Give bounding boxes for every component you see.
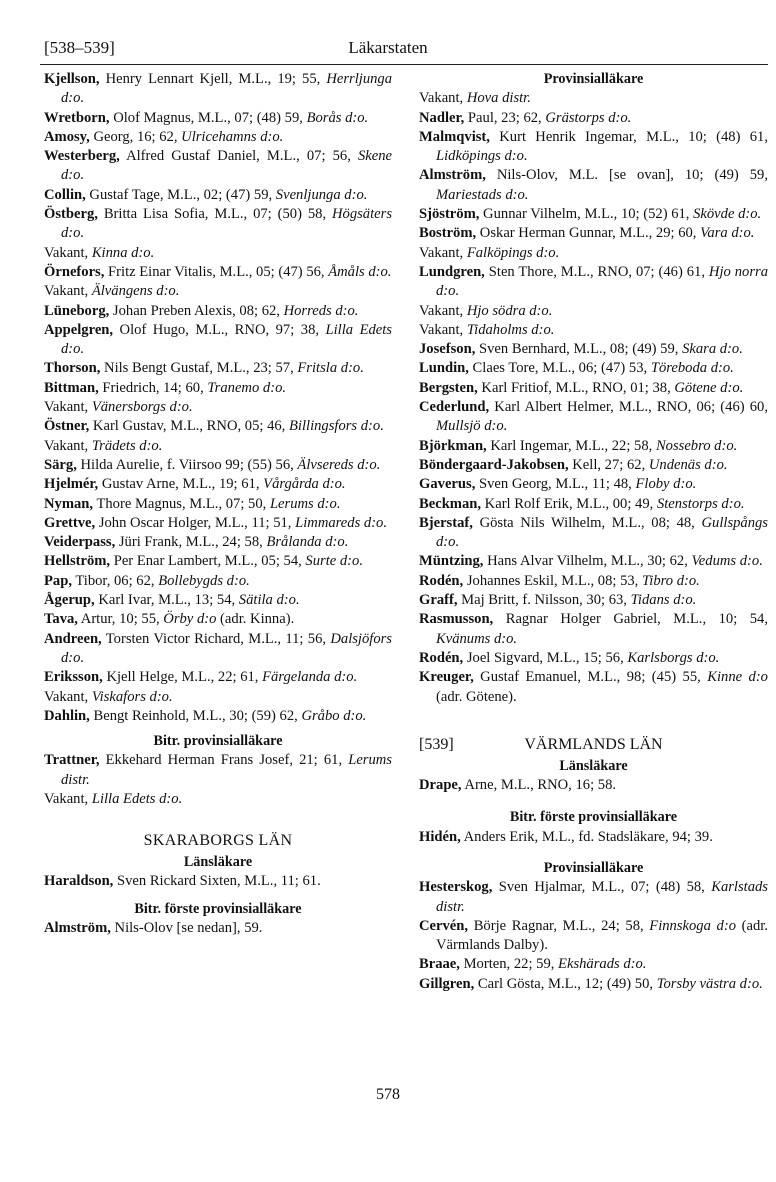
entry-details: Sven Bernhard, M.L., 08; (49) 59, (475, 341, 683, 358)
entry-details: Claes Tore, M.L., 06; (47) 53, (468, 360, 651, 377)
directory-entry (44, 919, 392, 938)
section-heading: Bitr. förste provinsialläkare (134, 901, 302, 918)
physician-name: Beckman, (419, 495, 482, 512)
district-name: Hjo norra d:o. (436, 263, 768, 300)
district-name: Tranemo d:o. (207, 379, 287, 396)
district-name: Undenäs d:o. (648, 456, 728, 473)
district-name: Limmareds d:o. (295, 514, 387, 531)
entry-details: Morten, 22; 59, (459, 956, 559, 973)
entry-details: Alfred Gustaf Daniel, M.L., 07; 56, (119, 148, 358, 165)
physician-name: Boström, (419, 225, 477, 242)
district-name: Örby d:o (163, 611, 217, 628)
district-name: Åmåls d:o. (328, 263, 392, 280)
physician-name: Nyman, (44, 495, 94, 512)
entry-details: Vakant, (419, 244, 467, 261)
entry-details: Vakant, (44, 437, 92, 454)
entry-details: Karl Ingemar, M.L., 22; 58, (486, 437, 656, 454)
district-name: Skara d:o. (682, 341, 743, 358)
entry-details: Joel Sigvard, M.L., 15; 56, (463, 649, 628, 666)
physician-name: Drape, (419, 777, 462, 794)
entry-details: Karl Rolf Erik, M.L., 00; 49, (481, 495, 657, 512)
district-name: Finnskoga d:o (649, 917, 736, 934)
physician-name: Rodén, (419, 649, 464, 666)
directory-entry (44, 475, 392, 494)
entry-details: Hilda Aurelie, f. Viirsoo 99; (55) 56, (76, 456, 298, 473)
directory-entry (44, 790, 392, 809)
entry-details: Per Enar Lambert, M.L., 05; 54, (110, 553, 306, 570)
page-title: Läkarstaten (348, 38, 428, 57)
district-name: Horreds d:o. (283, 302, 359, 319)
directory-entry (419, 514, 768, 553)
directory-entry (419, 649, 768, 668)
entry-details: Kjell Helge, M.L., 22; 61, (102, 669, 263, 686)
district-name: Ulricehamns d:o. (181, 128, 284, 145)
district-name: Lilla Edets d:o. (61, 321, 392, 358)
directory-entry (419, 878, 768, 917)
entry-note: (adr. Kinna). (216, 611, 295, 628)
physician-name: Östner, (44, 418, 90, 435)
directory-entry (419, 128, 768, 167)
physician-name: Wretborn, (44, 109, 110, 126)
directory-entry (44, 147, 392, 186)
directory-entry (419, 379, 768, 398)
header-rule (40, 64, 768, 65)
directory-entry (44, 668, 392, 687)
physician-name: Braae, (419, 956, 460, 973)
district-name: Trädets d:o. (91, 437, 163, 454)
district-name: Nossebro d:o. (655, 437, 738, 454)
entry-details: Gustaf Emanuel, M.L., 98; (45) 55, (473, 669, 708, 686)
directory-entry (419, 205, 768, 224)
entry-details: Vakant, (44, 244, 92, 261)
district-name: Borås d:o. (306, 109, 369, 126)
district-name: Kinne d:o (707, 669, 768, 686)
directory-entry (44, 872, 392, 891)
district-name: Viskafors d:o. (91, 688, 173, 705)
directory-entry (419, 398, 768, 437)
directory-entry (419, 975, 768, 994)
physician-name: Graff, (419, 592, 458, 609)
district-name: Surte d:o. (305, 553, 363, 570)
directory-entry (419, 321, 768, 340)
entry-details: Arne, M.L., RNO, 16; 58. (461, 777, 617, 794)
physician-name: Müntzing, (419, 553, 484, 570)
entry-details: Henry Lennart Kjell, M.L., 19; 55, (99, 71, 327, 87)
district-name: Bollebygds d:o. (158, 572, 250, 589)
directory-entry (44, 321, 392, 360)
directory-entry (419, 668, 768, 707)
directory-entry (44, 610, 392, 629)
entry-details: Nils-Olov [se nedan], 59. (110, 920, 263, 937)
entry-details: Fritz Einar Vitalis, M.L., 05; (47) 56, (104, 263, 329, 280)
entry-details: Hans Alvar Vilhelm, M.L., 30; 62, (483, 553, 692, 570)
district-name: Sätila d:o. (238, 592, 300, 609)
physician-name: Tava, (44, 611, 78, 628)
district-name: Torsby västra d:o. (656, 975, 763, 992)
directory-entry (44, 688, 392, 707)
physician-name: Rasmusson, (419, 611, 494, 628)
county-heading: VÄRMLANDS LÄN (524, 735, 663, 753)
entry-details: Nils-Olov, M.L. [se ovan], 10; (49) 59, (485, 167, 768, 184)
physician-name: Lüneborg, (44, 302, 110, 319)
directory-entry (419, 89, 768, 108)
directory-entry (44, 514, 392, 533)
entry-details: Britta Lisa Sofia, M.L., 07; (50) 58, (97, 206, 332, 223)
physician-name: Almström, (419, 167, 486, 184)
district-name: Vedums d:o. (691, 553, 763, 570)
county-heading: SKARABORGS LÄN (143, 832, 293, 850)
directory-entry (44, 379, 392, 398)
entry-details: Nils Bengt Gustaf, M.L., 23; 57, (100, 360, 298, 377)
physician-name: Kreuger, (419, 669, 474, 686)
entry-details: Ragnar Holger Gabriel, M.L., 10; 54, (493, 611, 768, 628)
physician-name: Grettve, (44, 514, 96, 531)
district-name: Grästorps d:o. (545, 109, 632, 126)
directory-entry (44, 630, 392, 669)
directory-entry (44, 244, 392, 263)
entry-details: Gunnar Vilhelm, M.L., 10; (52) 61, (479, 206, 694, 223)
entry-details: Gustav Arne, M.L., 19; 61, (98, 476, 264, 493)
entry-details: Vakant, (419, 302, 467, 319)
district-name: Vårgårda d:o. (263, 476, 346, 493)
directory-entry (419, 437, 768, 456)
entry-details: Friedrich, 14; 60, (98, 379, 208, 396)
directory-entry (44, 437, 392, 456)
district-name: Tidaholms d:o. (466, 321, 555, 338)
directory-entry (44, 591, 392, 610)
entry-details: Anders Erik, M.L., fd. Stadsläkare, 94; 39. (460, 828, 713, 845)
entry-details: Vakant, (419, 90, 467, 107)
district-name: Vara d:o. (700, 225, 755, 242)
entry-details: Sven Hjalmar, M.L., 07; (48) 58, (492, 879, 712, 896)
entry-details: John Oscar Holger, M.L., 11; 51, (95, 514, 296, 531)
physician-name: Bittman, (44, 379, 99, 396)
physician-name: Trattner, (44, 752, 100, 769)
entry-details: Oskar Herman Gunnar, M.L., 29; 60, (476, 225, 701, 242)
physician-name: Josefson, (419, 341, 476, 358)
district-name: Gullspångs d:o. (436, 514, 768, 551)
district-name: Lidköpings d:o. (436, 148, 528, 165)
physician-name: Dahlin, (44, 707, 90, 724)
district-name: Skövde d:o. (693, 206, 762, 223)
district-name: Töreboda d:o. (650, 360, 734, 377)
directory-entry (44, 417, 392, 436)
district-name: Lerums d:o. (269, 495, 341, 512)
directory-entry (419, 776, 768, 795)
physician-name: Lundin, (419, 360, 469, 377)
district-name: Götene d:o. (674, 379, 744, 396)
district-name: Hova distr. (466, 90, 531, 107)
directory-entry (419, 610, 768, 649)
page-number: 578 (376, 1086, 400, 1103)
physician-name: Eriksson, (44, 669, 103, 686)
physician-name: Westerberg, (44, 148, 120, 165)
physician-name: Örnefors, (44, 263, 105, 280)
physician-name: Lundgren, (419, 263, 485, 280)
district-name: Färgelanda d:o. (262, 669, 358, 686)
entry-details: Jüri Frank, M.L., 24; 58, (115, 534, 267, 551)
directory-entry (44, 186, 392, 205)
entry-details: Vakant, (44, 688, 92, 705)
entry-note: (adr. Värmlands Dalby). (436, 917, 768, 954)
entry-details: Vakant, (44, 283, 92, 300)
entry-details: Vakant, (44, 790, 92, 807)
section-heading: Bitr. provinsialläkare (153, 733, 283, 750)
page-range: [538–539] (44, 38, 115, 57)
physician-name: Pap, (44, 572, 72, 589)
entry-details: Johan Preben Alexis, 08; 62, (109, 302, 284, 319)
district-name: Lerums distr. (61, 752, 392, 788)
section-heading: Länsläkare (183, 853, 253, 870)
directory-entry (419, 340, 768, 359)
district-name: Kinna d:o. (91, 244, 155, 261)
district-name: Falköpings d:o. (466, 244, 560, 261)
district-name: Gråbo d:o. (301, 707, 367, 724)
physician-name: Andreen, (44, 630, 102, 647)
entry-details: Karl Albert Helmer, M.L., RNO, 06; (46) 60, (489, 399, 768, 416)
physician-name: Östberg, (44, 206, 98, 223)
entry-details: Olof Magnus, M.L., 07; (48) 59, (109, 109, 307, 126)
entry-details: Maj Britt, f. Nilsson, 30; 63, (457, 592, 631, 609)
entry-details: Johannes Eskil, M.L., 08; 53, (463, 572, 642, 589)
entry-details: Sten Thore, M.L., RNO, 07; (46) 61, (484, 263, 709, 280)
physician-name: Böndergaard-Jakobsen, (419, 456, 569, 473)
directory-entry (419, 244, 768, 263)
district-name: Högsäters d:o. (61, 206, 392, 242)
district-name: Stenstorps d:o. (656, 495, 745, 512)
physician-name: Appelgren, (44, 321, 114, 338)
district-name: Floby d:o. (635, 476, 697, 493)
district-name: Karlsborgs d:o. (627, 649, 720, 666)
directory-entry (44, 533, 392, 552)
county-heading-row (419, 735, 768, 757)
entry-details: Vakant, (44, 399, 92, 416)
physician-name: Sjöström, (419, 206, 480, 223)
district-name: Älvängens d:o. (91, 283, 180, 300)
right-column (419, 70, 768, 994)
entry-details: Carl Gösta, M.L., 12; (49) 50, (474, 975, 657, 992)
district-name: Karlstads distr. (436, 879, 768, 915)
physician-name: Björkman, (419, 437, 487, 454)
physician-name: Hellström, (44, 553, 111, 570)
directory-entry (419, 302, 768, 321)
section-heading: Länsläkare (559, 757, 628, 774)
entry-details: Ekkehard Herman Frans Josef, 21; 61, (99, 752, 349, 769)
directory-entry (419, 263, 768, 302)
district-name: Tibro d:o. (641, 572, 700, 589)
physician-name: Cervén, (419, 917, 469, 934)
directory-entry (419, 572, 768, 591)
physician-name: Hjelmér, (44, 476, 99, 493)
entry-note: (adr. Götene). (436, 688, 517, 705)
entry-details: Thore Magnus, M.L., 07; 50, (93, 495, 270, 512)
physician-name: Kjellson, (44, 71, 100, 87)
section-heading: Provinsialläkare (543, 71, 644, 87)
physician-name: Haraldson, (44, 872, 114, 889)
physician-name: Malmqvist, (419, 128, 490, 145)
directory-entry (44, 282, 392, 301)
district-name: Hjo södra d:o. (466, 302, 553, 319)
directory-entry (419, 552, 768, 571)
section-heading: Bitr. förste provinsialläkare (509, 809, 678, 826)
directory-entry (419, 456, 768, 475)
district-name: Brålanda d:o. (266, 534, 349, 551)
entry-details: Sven Georg, M.L., 11; 48, (475, 476, 636, 493)
section-heading: Provinsialläkare (543, 859, 644, 876)
physician-name: Ågerup, (44, 592, 95, 609)
entry-details: Bengt Reinhold, M.L., 30; (59) 62, (89, 707, 302, 724)
directory-entry (44, 552, 392, 571)
district-name: Vänersborgs d:o. (91, 399, 193, 416)
physician-name: Hesterskog, (419, 879, 493, 896)
directory-entry (419, 495, 768, 514)
entry-details: Börje Ragnar, M.L., 24; 58, (468, 917, 650, 934)
physician-name: Särg, (44, 456, 77, 473)
directory-entry (419, 955, 768, 974)
directory-entry (44, 495, 392, 514)
district-name: Ekshärads d:o. (558, 956, 647, 973)
district-name: Mullsjö d:o. (436, 418, 508, 435)
directory-entry (419, 166, 768, 205)
directory-entry (419, 591, 768, 610)
physician-name: Veiderpass, (44, 534, 116, 551)
entry-details: Vakant, (419, 321, 467, 338)
entry-details: Karl Ivar, M.L., 13; 54, (94, 592, 239, 609)
directory-entry (44, 302, 392, 321)
directory-entry (44, 359, 392, 378)
entry-details: Gustaf Tage, M.L., 02; (47) 59, (85, 186, 276, 203)
section-number: [539] (419, 735, 454, 753)
entry-details: Georg, 16; 62, (89, 128, 182, 145)
directory-entry (419, 359, 768, 378)
directory-entry (44, 205, 392, 244)
entry-details: Torsten Victor Richard, M.L., 11; 56, (101, 630, 331, 647)
district-name: Dalsjöfors d:o. (61, 630, 392, 666)
district-name: Herrljunga d:o. (61, 71, 392, 107)
district-name: Älvsereds d:o. (297, 456, 381, 473)
physician-name: Almström, (44, 920, 111, 937)
entry-details: Paul, 23; 62, (464, 109, 546, 126)
directory-entry (419, 224, 768, 243)
directory-entry (44, 109, 392, 128)
entry-details: Olof Hugo, M.L., RNO, 97; 38, (113, 321, 326, 338)
district-name: Kvänums d:o. (436, 630, 518, 647)
directory-entry (44, 456, 392, 475)
physician-name: Bjerstaf, (419, 514, 473, 531)
directory-entry (44, 751, 392, 790)
entry-details: Artur, 10; 55, (77, 611, 164, 628)
entry-details: Karl Gustav, M.L., RNO, 05; 46, (89, 418, 289, 435)
directory-entry (44, 572, 392, 591)
district-name: Mariestads d:o. (436, 186, 529, 203)
district-name: Fritsla d:o. (297, 360, 364, 377)
directory-entry (44, 70, 392, 109)
physician-name: Gaverus, (419, 476, 476, 493)
physician-name: Collin, (44, 186, 86, 203)
physician-name: Rodén, (419, 572, 464, 589)
physician-name: Gillgren, (419, 975, 475, 992)
directory-entry (44, 398, 392, 417)
physician-name: Bergsten, (419, 379, 478, 396)
district-name: Tidans d:o. (630, 592, 697, 609)
entry-details: Tibor, 06; 62, (71, 572, 159, 589)
entry-details: Kell, 27; 62, (568, 456, 649, 473)
district-name: Billingsfors d:o. (288, 418, 384, 435)
physician-name: Amosy, (44, 128, 90, 145)
physician-name: Nadler, (419, 109, 465, 126)
directory-entry (44, 128, 392, 147)
directory-entry (419, 828, 768, 847)
directory-entry (419, 109, 768, 128)
physician-name: Thorson, (44, 360, 101, 377)
directory-entry (419, 917, 768, 956)
directory-entry (419, 475, 768, 494)
physician-name: Hidén, (419, 828, 461, 845)
directory-entry (44, 263, 392, 282)
left-column (44, 70, 392, 939)
district-name: Svenljunga d:o. (275, 186, 368, 203)
entry-details: Gösta Nils Wilhelm, M.L., 08; 48, (472, 514, 702, 531)
entry-details: Kurt Henrik Ingemar, M.L., 10; (48) 61, (489, 128, 768, 145)
district-name: Lilla Edets d:o. (91, 790, 183, 807)
directory-entry (44, 707, 392, 726)
physician-name: Cederlund, (419, 399, 490, 416)
entry-details: Sven Rickard Sixten, M.L., 11; 61. (113, 872, 321, 889)
entry-details: Karl Fritiof, M.L., RNO, 01; 38, (477, 379, 675, 396)
district-name: Skene d:o. (61, 148, 392, 184)
